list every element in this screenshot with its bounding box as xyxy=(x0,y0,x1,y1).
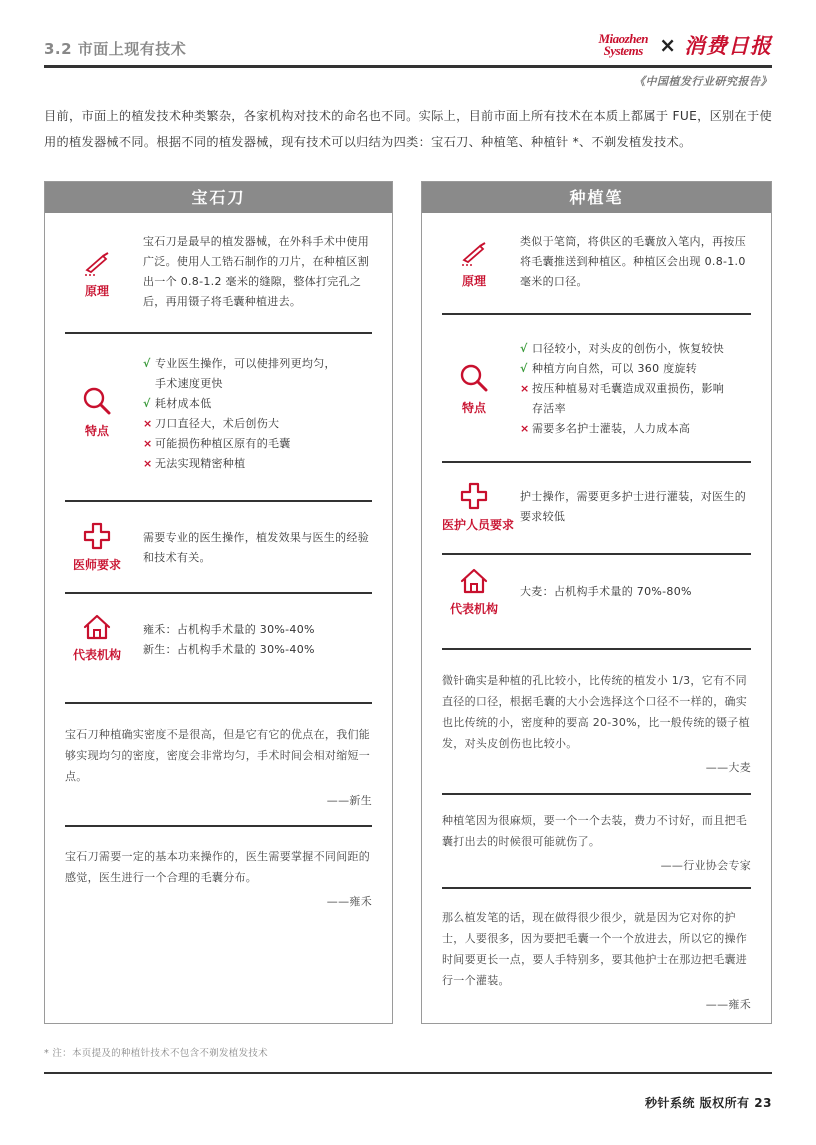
page-header xyxy=(44,30,772,66)
quote-text: 微针确实是种植的孔比较小，比传统的植发小 1/3，它有不同直径的口径，根据毛囊的大小会选择这个口径不一样的，确实也比传统的小，密度种的要高 20-30%，比一般传统的镊子植发，对头皮创伤也比较小。 xyxy=(442,674,750,750)
panel-gem-knife xyxy=(44,181,393,1024)
xiaofei-ribao-logo: 消费日报 xyxy=(684,34,772,58)
cross-mark-icon: × xyxy=(143,457,153,470)
feature-item xyxy=(143,354,372,374)
cross-mark-icon: × xyxy=(520,382,530,395)
panel-title: 宝石刀 xyxy=(45,182,392,213)
check-mark-icon: √ xyxy=(143,397,151,410)
magnifier-icon xyxy=(82,386,112,416)
scalpel-icon xyxy=(83,252,111,276)
panel-title: 种植笔 xyxy=(422,182,771,213)
cross-mark-icon: × xyxy=(520,422,530,435)
quote-source: ——行业协会专家 xyxy=(660,859,751,872)
quote-text: 宝石刀需要一定的基本功来操作的，医生需要掌握不同间距的感觉，医生进行一个合理的毛囊分布。 xyxy=(65,850,371,884)
check-mark-icon: √ xyxy=(520,342,528,355)
feature-text: 专业医生操作，可以使排列更均匀， xyxy=(155,357,336,370)
quote-text: 那么植发笔的话，现在做得很少很少，就是因为它对你的护士，人要很多，因为要把毛囊一个一个放进去，所以它的操作时间要更长一点，要人手特别多，要其他护士在那边把毛囊进行一个灌装。 xyxy=(442,911,748,987)
check-mark-icon: √ xyxy=(520,362,528,375)
institution-line: 雍禾：占机构手术量的 30%-40% xyxy=(143,623,315,636)
footer-divider xyxy=(44,1072,772,1074)
quote-source: ——大麦 xyxy=(705,761,751,774)
header-divider xyxy=(44,65,772,68)
logo-cross: × xyxy=(659,33,676,57)
features-icon-col xyxy=(65,386,129,439)
row-divider xyxy=(442,793,751,795)
feature-text: 按压种植易对毛囊造成双重损伤，影响 xyxy=(532,382,725,395)
row-divider xyxy=(65,592,372,594)
features-list xyxy=(143,354,372,474)
row-divider xyxy=(442,553,751,555)
cross-mark-icon: × xyxy=(143,417,153,430)
features-list xyxy=(520,339,751,439)
logo-group xyxy=(595,30,772,60)
medical-cross-icon xyxy=(83,522,111,550)
row-divider xyxy=(65,825,372,827)
medical-cross-icon xyxy=(460,482,488,510)
principle-text: 宝石刀是最早的植发器械，在外科手术中使用广泛。使用人工锆石制作的刀片，在种植区割出一个 0.8-1.2 毫米的缝隙，整体打完孔之后，再用镊子将毛囊种植进去。 xyxy=(143,235,369,308)
features-row xyxy=(65,354,372,484)
check-mark-icon: √ xyxy=(143,357,151,370)
principle-label: 原理 xyxy=(461,274,486,288)
requirement-label: 医护人员要求 xyxy=(442,518,515,532)
feature-item xyxy=(520,339,751,359)
row-divider xyxy=(442,887,751,889)
intro-paragraph: 目前，市面上的植发技术种类繁杂，各家机构对技术的命名也不同。实际上，目前市面上所有技术在本质上都属于 FUE，区别在于使用的植发器械不同。根据不同的植发器械，现有技术可以归结为四类：宝石刀、种植笔、种植针 *、不剃发植发技术。 xyxy=(44,109,773,149)
house-icon xyxy=(459,568,489,594)
feature-item xyxy=(520,379,751,399)
principle-icon-col xyxy=(65,252,129,299)
quote-block xyxy=(442,810,751,876)
page-footer: 秒针系统 版权所有 23 xyxy=(644,1096,772,1110)
quote-source: ——新生 xyxy=(326,794,372,807)
feature-text: 无法实现精密种植 xyxy=(155,457,246,470)
institutions-icon-col xyxy=(442,568,506,617)
house-icon xyxy=(82,614,112,640)
feature-text: 可能损伤种植区原有的毛囊 xyxy=(155,437,291,450)
quote-block xyxy=(442,670,751,778)
quote-text: 宝石刀种植确实密度不是很高，但是它有它的优点在，我们能够实现均匀的密度，密度会非常均匀，手术时间会相对缩短一点。 xyxy=(65,728,371,783)
feature-item xyxy=(520,359,751,379)
feature-text: 刀口直径大，术后创伤大 xyxy=(155,417,280,430)
requirement-text: 护士操作，需要更多护士进行灌装，对医生的要求较低 xyxy=(520,490,746,523)
institutions-label: 代表机构 xyxy=(72,648,121,662)
principle-row xyxy=(442,232,751,312)
row-divider xyxy=(442,461,751,463)
features-label: 特点 xyxy=(461,401,486,415)
principle-row xyxy=(65,232,372,327)
quote-block xyxy=(442,907,751,1015)
quote-block xyxy=(65,846,372,912)
requirement-icon-col xyxy=(65,522,129,573)
principle-label: 原理 xyxy=(84,284,109,298)
section-title: 3.2 市面上现有技术 xyxy=(44,40,187,58)
feature-item xyxy=(143,394,372,414)
institutions-label: 代表机构 xyxy=(449,602,498,616)
feature-text: 需要多名护士灌装，人力成本高 xyxy=(532,422,691,435)
magnifier-icon xyxy=(459,363,489,393)
requirement-label: 医师要求 xyxy=(72,558,121,572)
requirement-icon-col xyxy=(442,482,515,533)
footnote: * 注：本页提及的种植针技术不包含不剃发植发技术 xyxy=(44,1048,268,1059)
cross-mark-icon: × xyxy=(143,437,153,450)
quote-source: ——雍禾 xyxy=(705,998,751,1011)
principle-icon-col xyxy=(442,242,506,289)
institutions-row xyxy=(442,568,751,628)
report-name: 《中国植发行业研究报告》 xyxy=(634,75,772,88)
institutions-list xyxy=(143,620,372,660)
features-icon-col xyxy=(442,363,506,416)
quote-text: 种植笔因为很麻烦，要一个一个去装，费力不讨好，而且把毛囊打出去的时候很可能就伤了。 xyxy=(442,814,748,848)
requirement-text: 需要专业的医生操作，植发效果与医生的经验和技术有关。 xyxy=(143,531,369,564)
features-row xyxy=(442,339,751,449)
row-divider xyxy=(442,313,751,315)
feature-item xyxy=(143,414,372,434)
features-label: 特点 xyxy=(84,424,109,438)
feature-continuation: 存活率 xyxy=(532,402,566,415)
feature-text: 耗材成本低 xyxy=(155,397,212,410)
quote-block xyxy=(65,724,372,811)
miaozhen-logo: Miaozhen Systems xyxy=(598,31,648,58)
panel-implant-pen xyxy=(421,181,772,1024)
row-divider xyxy=(65,332,372,334)
row-divider xyxy=(65,702,372,704)
principle-text: 类似于笔筒，将供区的毛囊放入笔内，再按压将毛囊推送到种植区。种植区会出现 0.8-1.0 毫米的口径。 xyxy=(520,235,746,288)
requirement-row xyxy=(442,482,751,542)
row-divider xyxy=(65,500,372,502)
institutions-list xyxy=(520,582,751,602)
requirement-row xyxy=(65,522,372,592)
row-divider xyxy=(442,648,751,650)
feature-item xyxy=(143,454,372,474)
feature-item xyxy=(143,434,372,454)
quote-source: ——雍禾 xyxy=(326,895,372,908)
institutions-row xyxy=(65,614,372,684)
institution-line: 大麦：占机构手术量的 70%-80% xyxy=(520,585,692,598)
scalpel-icon xyxy=(460,242,488,266)
institution-line: 新生：占机构手术量的 30%-40% xyxy=(143,643,315,656)
feature-text: 种植方向自然，可以 360 度旋转 xyxy=(532,362,698,375)
institutions-icon-col xyxy=(65,614,129,663)
feature-text: 口径较小，对头皮的创伤小，恢复较快 xyxy=(532,342,725,355)
feature-item xyxy=(520,419,751,439)
feature-continuation: 手术速度更快 xyxy=(155,377,223,390)
